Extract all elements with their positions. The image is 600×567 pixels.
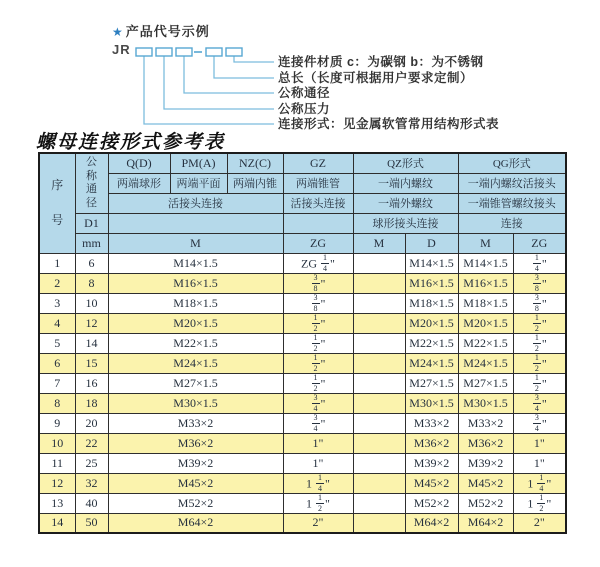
cell-qz-d: M22×1.5 [405, 333, 458, 353]
header-qg-m: M [458, 233, 513, 253]
cell-qz-m [353, 413, 405, 433]
cell-qg-zg: $\frac{1}{2}$ " [513, 333, 566, 353]
cell-qg-zg: $\frac{3}{8}$ " [513, 293, 566, 313]
code-box-2 [156, 48, 172, 56]
table-row [39, 513, 566, 533]
code-prefix: JR [112, 42, 131, 57]
cell-seq: 7 [39, 373, 75, 393]
table-row [39, 353, 566, 373]
cell-qz-d: M14×1.5 [405, 253, 458, 273]
cell-qg-zg: 1" [513, 433, 566, 453]
cell-qz-m [353, 313, 405, 333]
cell-qg-zg: 1 $\frac{1}{2}$ " [513, 493, 566, 513]
fraction: $\frac{1}{4}$ [534, 253, 539, 273]
cell-qg-m: M45×2 [458, 473, 513, 493]
cell-gz: $\frac{3}{4}$ " [283, 393, 353, 413]
diagram-caption [112, 21, 210, 40]
cell-qz-d: M52×2 [405, 493, 458, 513]
cell-dn: 22 [75, 433, 108, 453]
fraction: $\frac{1}{2}$ [534, 373, 539, 393]
cell-qz-d: M33×2 [405, 413, 458, 433]
cell-qg-zg: $\frac{1}{4}$ " [513, 253, 566, 273]
cell-m: M20×1.5 [108, 313, 283, 333]
cell-m: M18×1.5 [108, 293, 283, 313]
header-empty-m [108, 213, 283, 233]
table-row [39, 493, 566, 513]
cell-dn: 6 [75, 253, 108, 273]
cell-qz-d: M36×2 [405, 433, 458, 453]
fraction: $\frac{1}{2}$ [313, 313, 318, 333]
cell-qg-m: M16×1.5 [458, 273, 513, 293]
diagram-label-connection: 连接形式：见金属软管常用结构形式表 [278, 117, 500, 131]
header-q-desc: 两端球形 [108, 173, 170, 193]
header-qz-desc1: 一端内螺纹 [353, 173, 458, 193]
cell-m: M36×2 [108, 433, 283, 453]
cell-gz: $\frac{1}{2}$ " [283, 373, 353, 393]
fraction: $\frac{1}{2}$ [313, 353, 318, 373]
col-header-dn-text: 公称通径 [86, 155, 97, 209]
cell-qz-m [353, 273, 405, 293]
header-d1: D1 [75, 213, 108, 233]
cell-qz-d: M64×2 [405, 513, 458, 533]
diagram-label-pressure: 公称压力 [278, 102, 331, 116]
cell-seq: 1 [39, 253, 75, 273]
fraction: $\frac{3}{4}$ [534, 393, 539, 413]
diagram-caption-text: 产品代号示例 [125, 24, 210, 39]
table-row [39, 313, 566, 333]
cell-dn: 10 [75, 293, 108, 313]
cell-qz-d: M39×2 [405, 453, 458, 473]
cell-seq: 12 [39, 473, 75, 493]
cell-qg-m: M64×2 [458, 513, 513, 533]
cell-m: M14×1.5 [108, 253, 283, 273]
table-header [39, 153, 566, 253]
fraction: $\frac{1}{4}$ [539, 473, 544, 493]
cell-gz: 2" [283, 513, 353, 533]
header-qz-connection: 球形接头连接 [353, 213, 458, 233]
cell-qg-zg: 1 $\frac{1}{4}$ " [513, 473, 566, 493]
cell-qz-m [353, 253, 405, 273]
cell-qz-m [353, 433, 405, 453]
diagram-label-length: 总长（长度可根据用户要求定制） [278, 71, 474, 85]
cell-dn: 32 [75, 473, 108, 493]
fraction: $\frac{1}{2}$ [318, 493, 323, 513]
cell-qz-m [353, 353, 405, 373]
cell-dn: 50 [75, 513, 108, 533]
cell-qg-m: M20×1.5 [458, 313, 513, 333]
fraction: $\frac{1}{4}$ [323, 253, 328, 273]
table-row [39, 333, 566, 353]
cell-seq: 9 [39, 413, 75, 433]
cell-qg-m: M22×1.5 [458, 333, 513, 353]
cell-qg-zg: $\frac{3}{8}$ " [513, 273, 566, 293]
fraction: $\frac{3}{8}$ [534, 273, 539, 293]
table-row [39, 453, 566, 473]
fraction: $\frac{1}{2}$ [313, 333, 318, 353]
star-icon: ★ [112, 25, 124, 39]
header-empty-gz [283, 213, 353, 233]
table-row [39, 413, 566, 433]
cell-qg-m: M24×1.5 [458, 353, 513, 373]
cell-dn: 20 [75, 413, 108, 433]
header-gz-desc: 两端锥管 [283, 173, 353, 193]
header-gz-unit: ZG [283, 233, 353, 253]
col-header-qg: QG形式 [458, 153, 566, 173]
cell-qg-zg: $\frac{1}{2}$ " [513, 313, 566, 333]
cell-qz-d: M24×1.5 [405, 353, 458, 373]
cell-m: M64×2 [108, 513, 283, 533]
cell-dn: 12 [75, 313, 108, 333]
cell-seq: 2 [39, 273, 75, 293]
table-row [39, 373, 566, 393]
header-qg-zg: ZG [513, 233, 566, 253]
cell-qz-m [353, 293, 405, 313]
code-box-5 [226, 48, 242, 56]
fraction: $\frac{3}{4}$ [313, 413, 318, 433]
cell-qz-d: M45×2 [405, 473, 458, 493]
col-header-qz: QZ形式 [353, 153, 458, 173]
col-header-pm: PM(A) [170, 153, 227, 173]
cell-gz: $\frac{3}{8}$ " [283, 273, 353, 293]
header-qz-m: M [353, 233, 405, 253]
header-gz-connection: 活接头连接 [283, 193, 353, 213]
table-body [39, 253, 566, 533]
cell-qg-zg: $\frac{1}{2}$ " [513, 373, 566, 393]
col-header-q: Q(D) [108, 153, 170, 173]
cell-m: M52×2 [108, 493, 283, 513]
fraction: $\frac{1}{2}$ [534, 353, 539, 373]
cell-dn: 18 [75, 393, 108, 413]
cell-qg-zg: 2" [513, 513, 566, 533]
fraction: $\frac{3}{4}$ [534, 413, 539, 433]
cell-dn: 25 [75, 453, 108, 473]
cell-seq: 4 [39, 313, 75, 333]
cell-seq: 5 [39, 333, 75, 353]
cell-dn: 16 [75, 373, 108, 393]
cell-seq: 13 [39, 493, 75, 513]
diagram-label-material: 连接件材质 c：为碳钢 b：为不锈钢 [278, 55, 484, 69]
cell-seq: 8 [39, 393, 75, 413]
fraction: $\frac{1}{2}$ [313, 373, 318, 393]
cell-qg-m: M27×1.5 [458, 373, 513, 393]
col-header-nz: NZ(C) [227, 153, 283, 173]
table-row [39, 473, 566, 493]
cell-qz-d: M20×1.5 [405, 313, 458, 333]
fraction: $\frac{3}{4}$ [313, 393, 318, 413]
header-qg-desc1: 一端内螺纹活接头 [458, 173, 566, 193]
cell-qz-m [353, 333, 405, 353]
table-row [39, 393, 566, 413]
header-pm-desc: 两端平面 [170, 173, 227, 193]
cell-m: M16×1.5 [108, 273, 283, 293]
cell-qz-d: M27×1.5 [405, 373, 458, 393]
table-row [39, 293, 566, 313]
table-title: 螺母连接形式参考表 [36, 132, 226, 153]
table-row [39, 433, 566, 453]
header-qz-d: D [405, 233, 458, 253]
cell-seq: 14 [39, 513, 75, 533]
cell-gz: 1 $\frac{1}{2}$ " [283, 493, 353, 513]
cell-qg-m: M30×1.5 [458, 393, 513, 413]
cell-m: M45×2 [108, 473, 283, 493]
cell-qz-d: M16×1.5 [405, 273, 458, 293]
header-qg-desc2: 一端锥管螺纹接头 [458, 193, 566, 213]
col-header-gz: GZ [283, 153, 353, 173]
cell-m: M22×1.5 [108, 333, 283, 353]
cell-dn: 40 [75, 493, 108, 513]
cell-m: M24×1.5 [108, 353, 283, 373]
fraction: $\frac{3}{8}$ [313, 293, 318, 313]
col-header-seq [39, 153, 75, 253]
cell-gz: $\frac{1}{2}$ " [283, 313, 353, 333]
cell-qg-m: M52×2 [458, 493, 513, 513]
header-m-label: M [108, 233, 283, 253]
cell-qg-zg: $\frac{3}{4}$ " [513, 413, 566, 433]
cell-gz: 1" [283, 453, 353, 473]
fraction: $\frac{1}{2}$ [534, 313, 539, 333]
cell-qz-d: M18×1.5 [405, 293, 458, 313]
cell-dn: 15 [75, 353, 108, 373]
cell-qg-m: M33×2 [458, 413, 513, 433]
cell-gz: 1" [283, 433, 353, 453]
table-row [39, 253, 566, 273]
cell-qz-m [353, 493, 405, 513]
fraction: $\frac{1}{2}$ [539, 493, 544, 513]
fraction: $\frac{3}{8}$ [534, 293, 539, 313]
cell-qg-m: M36×2 [458, 433, 513, 453]
cell-seq: 10 [39, 433, 75, 453]
header-unit-mm: mm [75, 233, 108, 253]
cell-qz-m [353, 393, 405, 413]
fraction: $\frac{1}{4}$ [318, 473, 323, 493]
cell-dn: 14 [75, 333, 108, 353]
cell-qz-m [353, 373, 405, 393]
col-header-seq-text: 序号 [51, 178, 64, 228]
diagram-label-diameter: 公称通径 [278, 86, 331, 100]
cell-qz-d: M30×1.5 [405, 393, 458, 413]
fraction: $\frac{3}{8}$ [313, 273, 318, 293]
cell-m: M27×1.5 [108, 373, 283, 393]
code-box-1 [136, 48, 152, 56]
cell-qg-zg: $\frac{3}{4}$ " [513, 393, 566, 413]
cell-gz: $\frac{1}{2}$ " [283, 333, 353, 353]
cell-gz: 1 $\frac{1}{4}$ " [283, 473, 353, 493]
cell-m: M33×2 [108, 413, 283, 433]
header-nz-desc: 两端内锥 [227, 173, 283, 193]
cell-qg-m: M18×1.5 [458, 293, 513, 313]
header-qg-connection: 连接 [458, 213, 566, 233]
table-row [39, 273, 566, 293]
fraction: $\frac{1}{2}$ [534, 333, 539, 353]
cell-qg-m: M14×1.5 [458, 253, 513, 273]
col-header-dn [75, 153, 108, 213]
cell-qg-zg: $\frac{1}{2}$ " [513, 353, 566, 373]
cell-gz: ZG $\frac{1}{4}$ " [283, 253, 353, 273]
cell-gz: $\frac{3}{4}$ " [283, 413, 353, 433]
cell-qg-m: M39×2 [458, 453, 513, 473]
cell-m: M39×2 [108, 453, 283, 473]
cell-qz-m [353, 473, 405, 493]
cell-seq: 6 [39, 353, 75, 373]
cell-qg-zg: 1" [513, 453, 566, 473]
header-qz-desc2: 一端外螺纹 [353, 193, 458, 213]
code-box-3 [176, 48, 192, 56]
cell-gz: $\frac{1}{2}$ " [283, 353, 353, 373]
reference-table [38, 152, 567, 534]
cell-seq: 3 [39, 293, 75, 313]
header-m-connection: 活接头连接 [108, 193, 283, 213]
cell-m: M30×1.5 [108, 393, 283, 413]
cell-seq: 11 [39, 453, 75, 473]
cell-dn: 8 [75, 273, 108, 293]
cell-qz-m [353, 513, 405, 533]
code-box-4 [206, 48, 222, 56]
cell-qz-m [353, 453, 405, 473]
cell-gz: $\frac{3}{8}$ " [283, 293, 353, 313]
